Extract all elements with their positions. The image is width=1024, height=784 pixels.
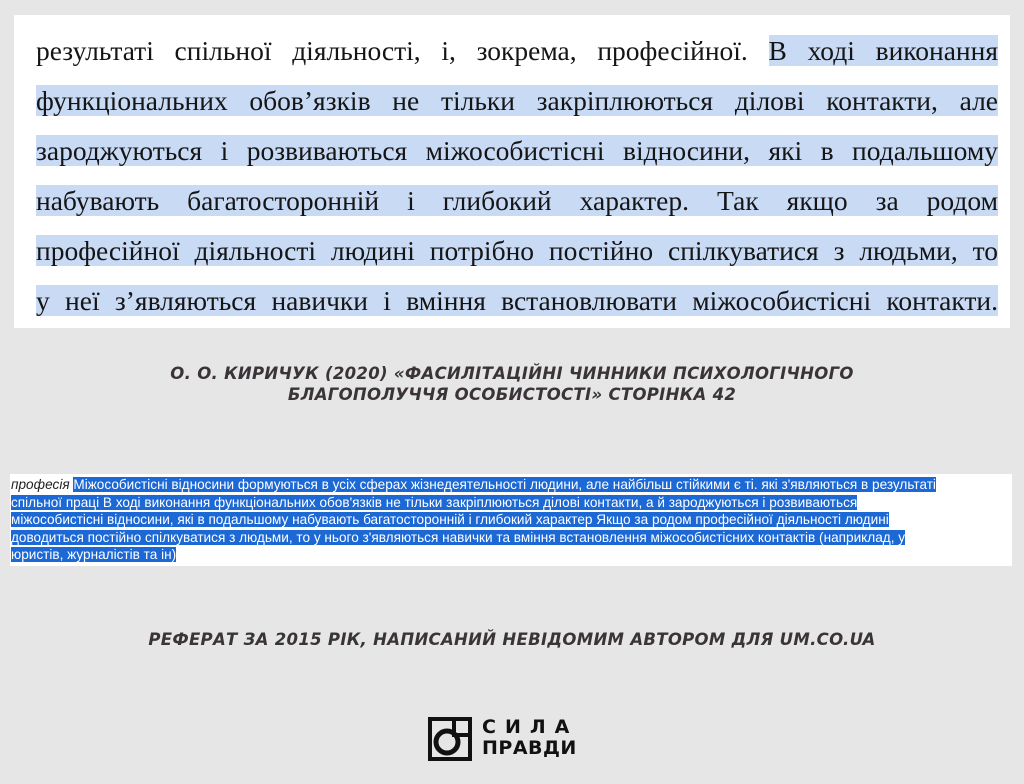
web-line: [11, 546, 1009, 564]
sila-pravdy-logo-icon: [428, 717, 472, 761]
selected-text: спільної праці В ході виконання функціональних обов'язків не тільки закріплюються ділові контакти, а й зароджуються і розвиваються: [11, 494, 858, 510]
highlighted-text: зароджуються і розвиваються міжособистісні відносини, які в подальшому: [36, 135, 998, 166]
source-caption-2: РЕФЕРАТ ЗА 2015 РІК, НАПИСАНИЙ НЕВІДОМИМ АВТОРОМ ДЛЯ UM.CO.UA: [148, 630, 876, 649]
scan-line: [36, 76, 998, 126]
scan-line: [36, 226, 998, 276]
web-line: професія Міжособистісні відносини формуються в усіх сферах жізнедеятельності людини, але найбільш стійкими є ті. які з'являються в результаті: [11, 477, 936, 492]
scanned-excerpt: [36, 26, 998, 326]
scan-line: [36, 276, 998, 326]
scan-line: [36, 176, 998, 226]
scan-line: результаті спільної діяльності, і, зокрема, професійної. В ході виконання: [36, 35, 999, 66]
selected-text: Міжособистісні відносини формуються в усіх сферах жізнедеятельності людини, але найбільш стійкими є ті. які з'являються в результаті: [73, 477, 936, 492]
web-line: [11, 511, 1009, 529]
highlighted-text: функціональних обов’язків не тільки закріплюються ділові контакти, але: [36, 85, 998, 116]
web-excerpt[interactable]: [11, 476, 1009, 564]
web-line: [11, 529, 1009, 547]
selected-text: юристів, журналістів та ін): [11, 547, 177, 563]
selected-text: доводиться постійно спілкуватися з людьми, то у нього з'являються навички та вміння встановлення міжособистісних контактів (наприклад, у: [11, 529, 906, 545]
highlighted-text: набувають багатосторонній і глибокий характер. Так якщо за родом: [36, 185, 998, 216]
highlighted-text: професійної діяльності людині потрібно постійно спілкуватися з людьми, то: [36, 235, 998, 266]
source-caption-1: О. О. КИРИЧУК (2020) «ФАСИЛІТАЦІЙНІ ЧИННИКИ ПСИХОЛОГІЧНОГО БЛАГОПОЛУЧЧЯ ОСОБИСТОСТІ» СТОРІНКА 42: [170, 364, 854, 404]
highlighted-text: В ході виконання: [768, 35, 999, 66]
web-line: [11, 494, 1009, 512]
scan-line: [36, 126, 998, 176]
highlighted-text: у неї з’являються навички і вміння встановлювати міжособистісні контакти.: [36, 285, 998, 316]
logo-wordmark: СИЛА ПРАВДИ: [482, 716, 579, 759]
selected-text: міжособистісні відносини, які в подальшому набувають багатосторонній і глибокий характер Якщо за родом професійної діяльності людині: [11, 512, 889, 528]
